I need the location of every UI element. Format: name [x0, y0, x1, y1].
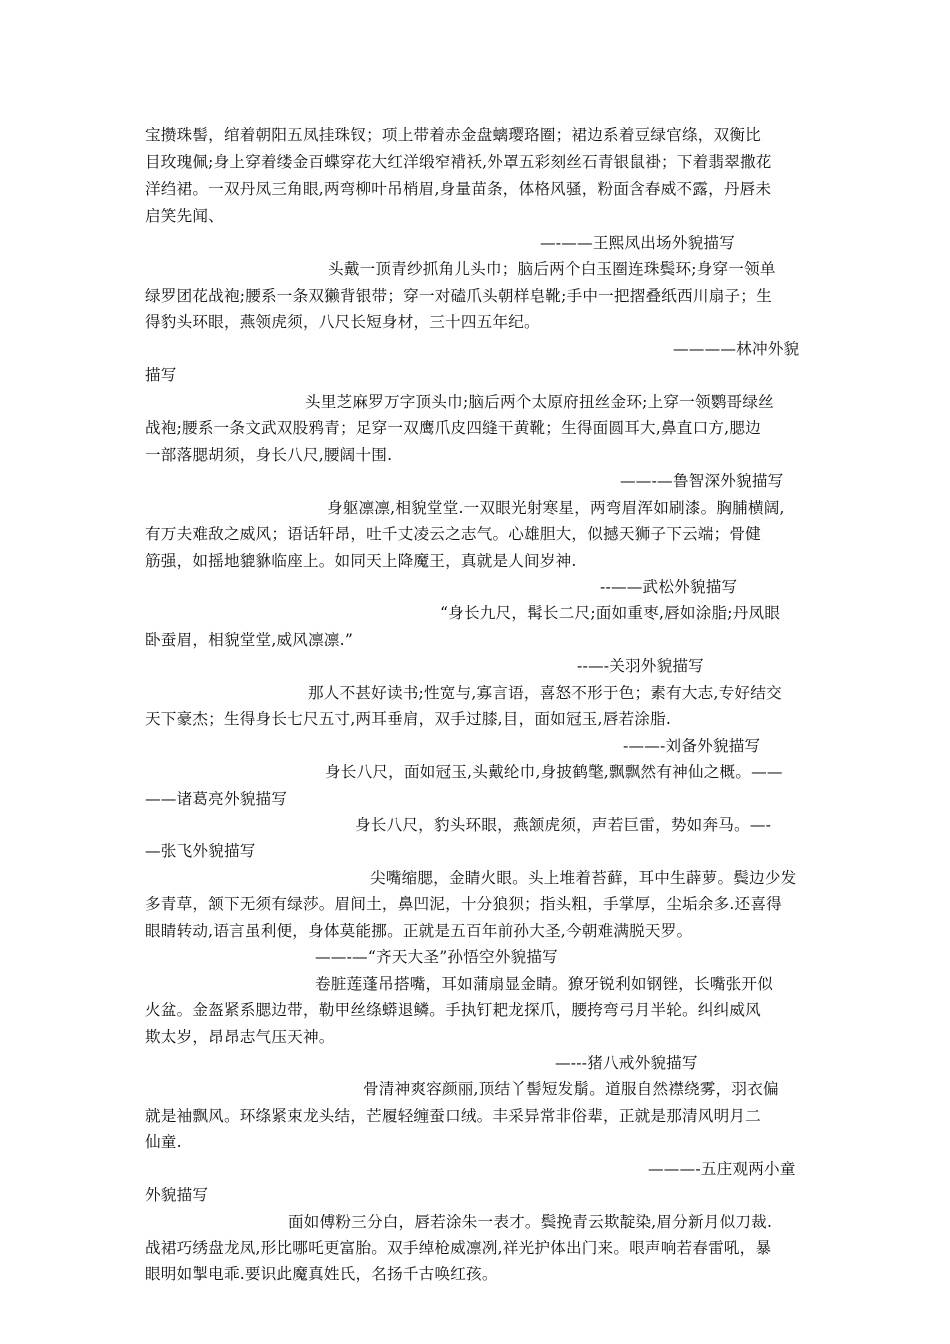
section-caption: ————林冲外貌 — [673, 340, 800, 358]
text-line: 多青草，颔下无须有绿莎。眉间土，鼻凹泥，十分狼狈；指头粗，手掌厚，尘垢余多.还喜得 — [145, 895, 782, 913]
text-line: 面如傅粉三分白，唇若涂朱一表才。鬓挽青云欺靛染,眉分新月似刀裁. — [288, 1213, 773, 1231]
text-line: 那人不甚好读书;性宽与,寡言语，喜怒不形于色；素有大志,专好结交 — [308, 684, 782, 702]
text-line: 战裙巧绣盘龙凤,形比哪吒更富胎。双手绰枪威凛冽,祥光护体出门来。哏声响若春雷吼，暴 — [145, 1239, 772, 1257]
section-caption: ———-五庄观两小童 — [648, 1160, 796, 1178]
text-line: 宝攒珠髻，绾着朝阳五凤挂珠钗；项上带着赤金盘螭璎珞圈；裙边系着豆绿官绦，双衡比 — [145, 126, 761, 144]
text-line: 仙童. — [145, 1133, 182, 1151]
section-caption: —张飞外貌描写 — [145, 842, 256, 860]
text-line: 绿罗团花战袍;腰系一条双獭背银带；穿一对磕爪头朝样皂靴;手中一把摺叠纸西川扇子；生 — [145, 287, 772, 305]
section-caption: -——-刘备外貌描写 — [623, 737, 761, 755]
text-line: 欺太岁，昂昂志气压天神。 — [145, 1028, 335, 1046]
section-caption: ——-—鲁智深外貌描写 — [620, 472, 784, 490]
text-line: 筋强，如摇地貔貅临座上。如同天上降魔王，真就是人间岁神. — [145, 552, 577, 570]
section-caption: --—-关羽外貌描写 — [577, 657, 704, 675]
text-line: 身躯凛凛,相貌堂堂.一双眼光射寒星，两弯眉浑如刷漆。胸脯横阔, — [327, 499, 785, 517]
text-line: 骨清神爽容颜丽,顶结丫髻短发鬅。道服自然襟绕雾，羽衣偏 — [363, 1080, 779, 1098]
text-line: “身长九尺，髯长二尺;面如重枣,唇如涂脂;丹凤眼 — [440, 604, 781, 622]
section-caption: —---猪八戒外貌描写 — [555, 1054, 698, 1072]
text-line: 火盆。金盔紧系腮边带，勒甲丝绦蟒退鳞。手执钉耙龙探爪，腰挎弯弓月半轮。纠纠威风 — [145, 1001, 761, 1019]
text-line: 眼明如掣电乖.要识此魔真姓氏，名扬千古唤红孩。 — [145, 1265, 498, 1283]
text-line: 得豹头环眼，燕领虎须，八尺长短身材，三十四五年纪。 — [145, 313, 540, 331]
section-caption: ——-—“齐天大圣”孙悟空外貌描写 — [315, 948, 558, 966]
text-line: 一部落腮胡须，身长八尺,腰阔十围. — [145, 446, 393, 464]
text-line: 就是袖飘风。环绦紧束龙头结，芒履轻缠蚕口绒。丰采异常非俗辈，正就是那清风明月二 — [145, 1107, 761, 1125]
section-caption: —-——王熙凤出场外貌描写 — [540, 234, 735, 252]
text-line: 卧蚕眉，相貌堂堂,威风凛凛.” — [145, 631, 354, 649]
text-line: 眼睛转动,语言虽利便，身体莫能挪。正就是五百年前孙大圣,今朝难满脱天罗。 — [145, 922, 693, 940]
text-line: 洋绉裙。一双丹凤三角眼,两弯柳叶吊梢眉,身量苗条，体格风骚，粉面含春威不露，丹唇未 — [145, 180, 772, 198]
section-caption: --——武松外貌描写 — [600, 578, 738, 596]
text-line: 目玫瑰佩;身上穿着缕金百蝶穿花大红洋缎窄褙袄,外罩五彩刻丝石青银鼠褂；下着翡翠撒花 — [145, 153, 772, 171]
text-line: 有万夫难敌之威风；语话轩昂，吐千丈凌云之志气。心雄胆大，似撼天狮子下云端；骨健 — [145, 525, 761, 543]
text-line: 身长八尺，面如冠玉,头戴纶巾,身披鹤氅,飘飘然有神仙之概。—— — [325, 763, 783, 781]
text-line: 战袍;腰系一条文武双股鸦青；足穿一双鹰爪皮四缝干黄靴；生得面圆耳大,鼻直口方,腮边 — [145, 419, 761, 437]
section-caption: ——诸葛亮外貌描写 — [145, 790, 288, 808]
text-line: 尖嘴缩腮，金睛火眼。头上堆着苔藓，耳中生薜萝。鬓边少发 — [370, 869, 797, 887]
text-line: 头戴一顶青纱抓角儿头巾；脑后两个白玉圈连珠鬓环;身穿一领单 — [328, 260, 776, 278]
section-caption: 描写 — [145, 366, 177, 384]
text-line: 身长八尺，豹头环眼，燕颔虎须，声若巨雷，势如奔马。—- — [355, 816, 772, 834]
text-line: 卷脏莲蓬吊搭嘴，耳如蒲扇显金睛。獠牙锐利如钢锉，长嘴张开似 — [315, 975, 774, 993]
text-line: 头里芝麻罗万字顶头巾;脑后两个太原府扭丝金环;上穿一领鹦哥绿丝 — [305, 393, 774, 411]
section-caption: 外貌描写 — [145, 1186, 209, 1204]
text-line: 启笑先闻、 — [145, 207, 224, 225]
text-line: 天下豪杰；生得身长七尺五寸,两耳垂肩，双手过膝,目，面如冠玉,唇若涂脂. — [145, 710, 672, 728]
